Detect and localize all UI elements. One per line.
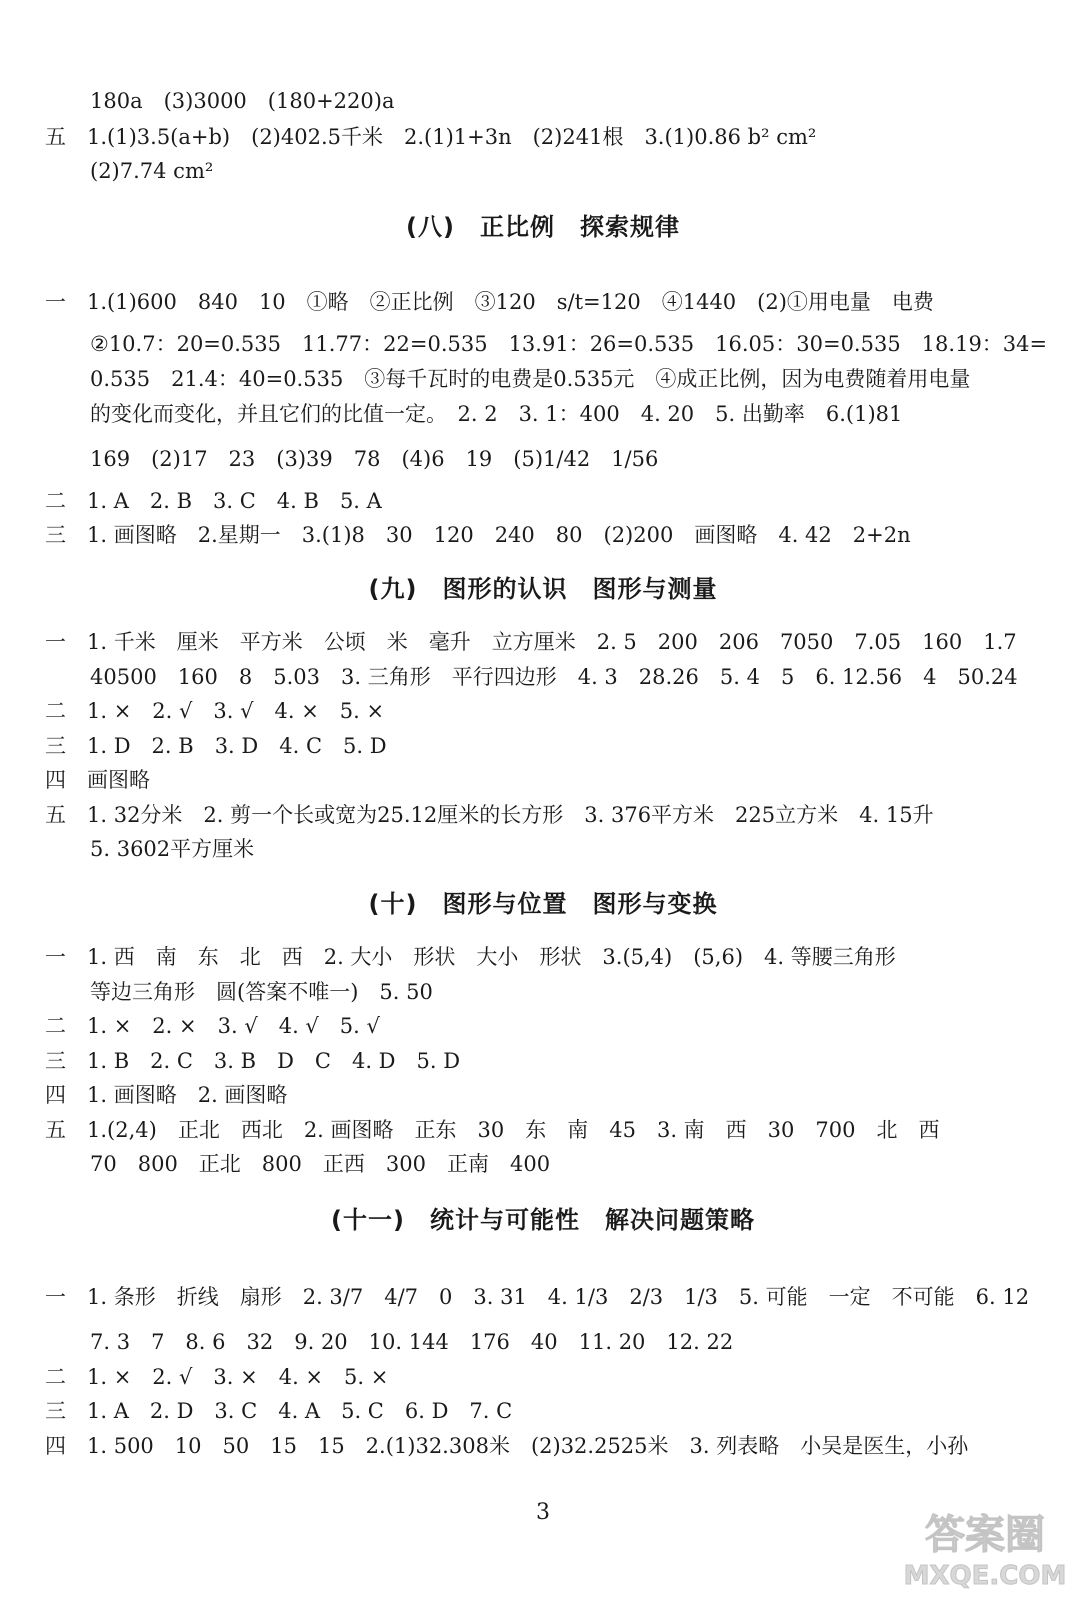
answer-line: 二 1. × 2. √ 3. × 4. × 5. ×: [45, 1365, 389, 1389]
section-title-8: (八) 正比例 探索规律: [406, 213, 680, 241]
answer-line: 三 1. 画图略 2.星期一 3.(1)8 30 120 240 80 (2)200 画图略 4. 42 2+2n: [45, 523, 911, 547]
answer-line: 二 1. × 2. × 3. √ 4. √ 5. √: [45, 1014, 380, 1038]
answer-line: 四 1. 500 10 50 15 15 2.(1)32.308米 (2)32.2525米 3. 列表略 小吴是医生，小孙: [45, 1434, 969, 1458]
answer-line: 五 1.(2,4) 正北 西北 2. 画图略 正东 30 东 南 45 3. 南 西 30 700 北 西: [45, 1118, 940, 1142]
answer-line: 二 1. A 2. B 3. C 4. B 5. A: [45, 489, 382, 513]
answer-line: 5. 3602平方厘米: [90, 837, 255, 861]
answer-line: 五 1.(1)3.5(a+b) (2)402.5千米 2.(1)1+3n (2)241根 3.(1)0.86 b² cm²: [45, 125, 817, 149]
section-title-9: (九) 图形的认识 图形与测量: [368, 575, 718, 603]
answer-line: 三 1. B 2. C 3. B D C 4. D 5. D: [45, 1049, 461, 1073]
answer-line: 五 1. 32分米 2. 剪一个长或宽为25.12厘米的长方形 3. 376平方米 225立方米 4. 15升: [45, 803, 934, 827]
answer-line: (2)7.74 cm²: [90, 159, 214, 183]
answer-line: 40500 160 8 5.03 3. 三角形 平行四边形 4. 3 28.26 5. 4 5 6. 12.56 4 50.24: [90, 665, 1018, 689]
watermark-logo: [900, 1500, 1070, 1592]
answer-line: 等边三角形 圆(答案不唯一) 5. 50: [90, 980, 433, 1004]
watermark-text-en: MXQE.COM: [903, 1561, 1067, 1591]
answer-line: 三 1. D 2. B 3. D 4. C 5. D: [45, 734, 387, 758]
answer-line: 三 1. A 2. D 3. C 4. A 5. C 6. D 7. C: [45, 1399, 513, 1423]
answer-line: 一 1.(1)600 840 10 ①略 ②正比例 ③120 s/t=120 ④1440 (2)①用电量 电费: [45, 290, 934, 314]
answer-line: 0.535 21.4：40=0.535 ③每千瓦时的电费是0.535元 ④成正比例，因为电费随着用电量: [90, 367, 971, 391]
answer-line: 一 1. 千米 厘米 平方米 公顷 米 毫升 立方厘米 2. 5 200 206 7050 7.05 160 1.7: [45, 630, 1017, 654]
page-number: 3: [536, 1500, 550, 1525]
answer-line: 二 1. × 2. √ 3. √ 4. × 5. ×: [45, 699, 385, 723]
watermark-text-cn: 答案圈: [925, 1512, 1045, 1558]
section-title-10: (十) 图形与位置 图形与变换: [368, 890, 718, 918]
answer-line: 7. 3 7 8. 6 32 9. 20 10. 144 176 40 11. 20 12. 22: [90, 1330, 734, 1354]
answer-line: 四 1. 画图略 2. 画图略: [45, 1083, 288, 1107]
answer-line: 169 (2)17 23 (3)39 78 (4)6 19 (5)1/42 1/56: [90, 447, 659, 471]
answer-line: 一 1. 西 南 东 北 西 2. 大小 形状 大小 形状 3.(5,4) (5,6) 4. 等腰三角形: [45, 945, 896, 969]
answer-line: 的变化而变化，并且它们的比值一定。 2. 2 3. 1：400 4. 20 5. 出勤率 6.(1)81: [90, 402, 903, 426]
watermark-icon: [900, 1500, 1070, 1592]
answer-line: 180a (3)3000 (180+220)a: [90, 89, 395, 113]
answer-line: ②10.7：20=0.535 11.77：22=0.535 13.91：26=0.535 16.05：30=0.535 18.19：34=: [90, 332, 1048, 356]
answer-line: 一 1. 条形 折线 扇形 2. 3/7 4/7 0 3. 31 4. 1/3 2/3 1/3 5. 可能 一定 不可能 6. 12: [45, 1285, 1030, 1309]
answer-line: 四 画图略: [45, 768, 150, 792]
answer-line: 70 800 正北 800 正西 300 正南 400: [90, 1152, 551, 1176]
section-title-11: (十一) 统计与可能性 解决问题策略: [331, 1206, 755, 1234]
